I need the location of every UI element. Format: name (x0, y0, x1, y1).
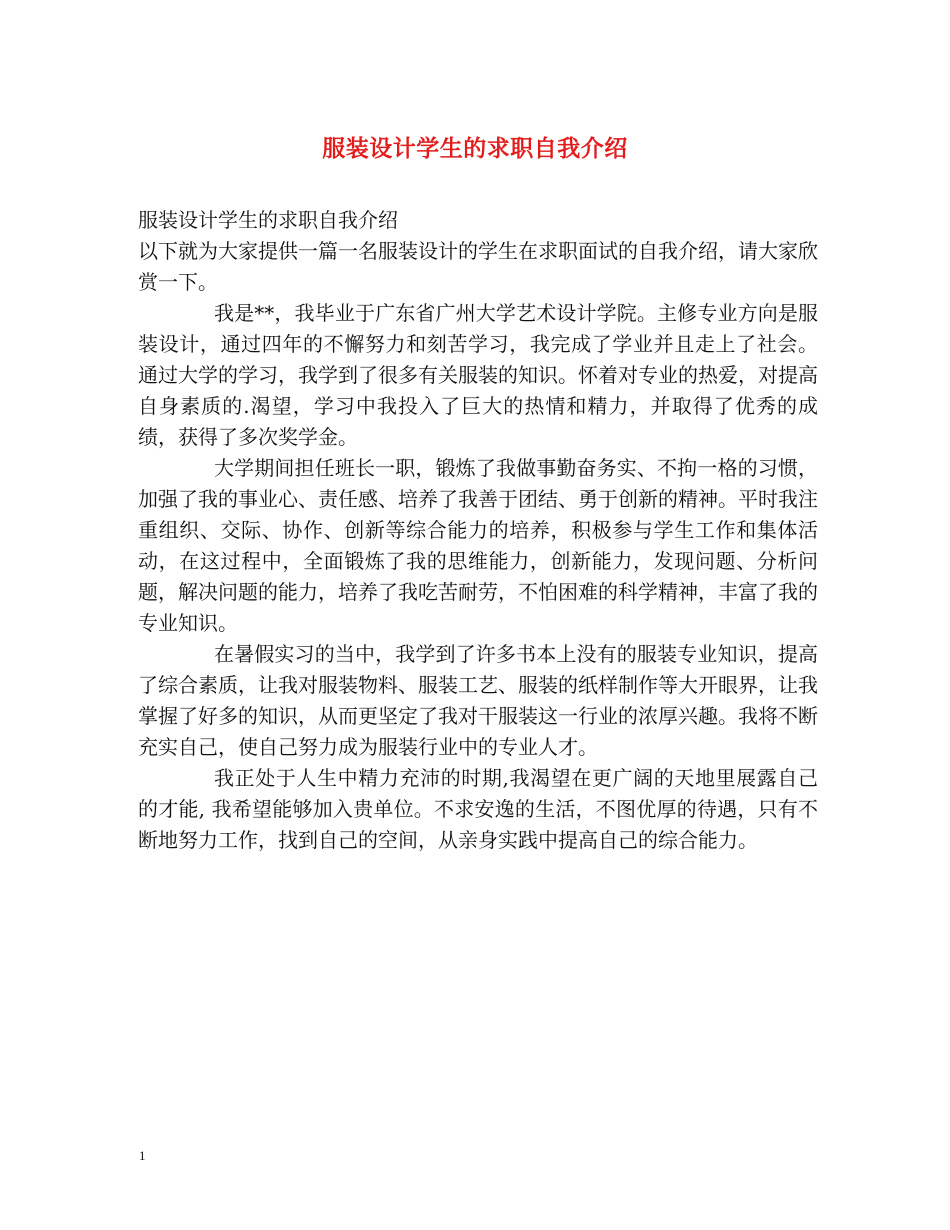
page-number: 1 (139, 1148, 146, 1163)
paragraph-aspiration: 我正处于人生中精力充沛的时期,我渴望在更广阔的天地里展露自己的才能, 我希望能够加入贵单位。不求安逸的生活，不图优厚的待遇，只有不断地努力工作，找到自己的空间，从亲身实践中提高自己的综合能力。 (138, 766, 818, 852)
paragraph-intro: 以下就为大家提供一篇一名服装设计的学生在求职面试的自我介绍，请大家欣赏一下。 (138, 239, 818, 294)
paragraph-subtitle: 服装设计学生的求职自我介绍 (138, 208, 398, 232)
document-title: 服装设计学生的求职自我介绍 (322, 136, 628, 162)
document-body (138, 205, 818, 856)
paragraph-education: 我是**，我毕业于广东省广州大学艺术设计学院。主修专业方向是服装设计，通过四年的不懈努力和刻苦学习，我完成了学业并且走上了社会。 通过大学的学习，我学到了很多有关服装的知识。怀着对专业的热爱，对提高自身素质的.渴望，学习中我投入了巨大的热情和精力，并取得了优秀的成绩，获得了多次奖学金。 (138, 301, 818, 449)
paragraph-internship: 在暑假实习的当中，我学到了许多书本上没有的服装专业知识，提高了综合素质，让我对服装物料、服装工艺、服装的纸样制作等大开眼界，让我掌握了好多的知识，从而更坚定了我对干服装这一行业的浓厚兴趣。我将不断充实自己，使自己努力成为服装行业中的专业人才。 (138, 642, 818, 759)
paragraph-university-experience: 大学期间担任班长一职，锻炼了我做事勤奋务实、不拘一格的习惯，加强了我的事业心、责任感、培养了我善于团结、勇于创新的精神。平时我注重组织、交际、协作、创新等综合能力的培养，积极参与学生工作和集体活动，在这过程中，全面锻炼了我的思维能力，创新能力，发现问题、分析问题，解决问题的能力，培养了我吃苦耐劳，不怕困难的科学精神，丰富了我的专业知识。 (138, 456, 818, 635)
